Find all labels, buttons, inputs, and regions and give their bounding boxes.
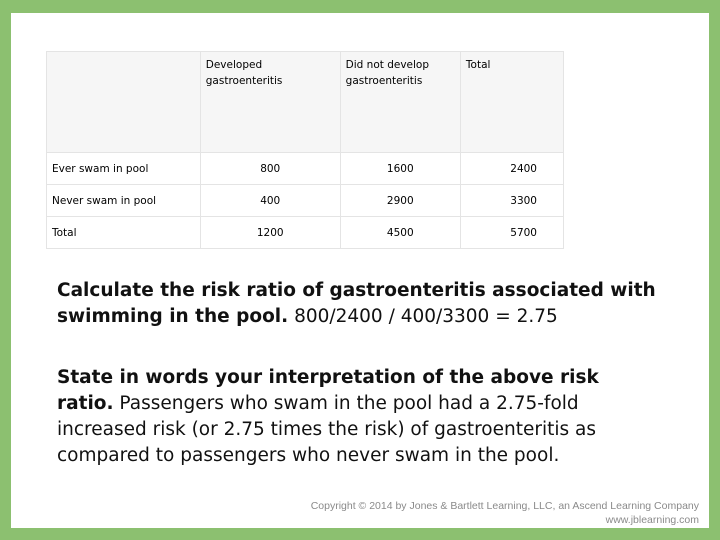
contingency-table <box>46 51 564 249</box>
table-cell <box>200 217 340 249</box>
table-cell <box>460 217 563 249</box>
table-cell-value: 400 <box>260 194 281 207</box>
table-cell <box>340 185 460 217</box>
table-row-label: Never swam in pool <box>52 194 157 207</box>
table-cell <box>200 185 340 217</box>
table-header-label: Developed gastroenteritis <box>205 59 283 87</box>
table-cell <box>340 153 460 185</box>
table-cell <box>460 153 563 185</box>
table-row <box>47 153 564 185</box>
table-cell <box>200 153 340 185</box>
footer-url: www.jblearning.com <box>605 514 699 526</box>
table-cell-value: 1200 <box>256 226 284 239</box>
question-1-answer: 800/2400 / 400/3300 = 2.75 <box>294 306 558 327</box>
table-header-cell <box>200 52 340 153</box>
question-2-answer: Passengers who swam in the pool had a 2.75-fold increased risk (or 2.75 times the risk) of gastroenteritis as compared to passengers who never swam in the pool. <box>57 393 597 466</box>
table-header-label: Did not develop gastroenteritis <box>345 59 429 87</box>
question-1-prompt: Calculate the risk ratio of gastroenteritis associated with swimming in the pool. <box>57 280 656 327</box>
slide <box>11 13 709 528</box>
table-row-label-cell <box>47 217 201 249</box>
footer-copyright: Copyright © 2014 by Jones & Bartlett Learning, LLC, an Ascend Learning Company <box>310 500 699 512</box>
question-2 <box>57 365 657 469</box>
table-row-label: Total <box>52 226 77 239</box>
question-1 <box>57 278 657 330</box>
table-cell-value: 4500 <box>386 226 414 239</box>
table-header-cell <box>460 52 563 153</box>
table-cell-value: 800 <box>260 162 281 175</box>
table-cell-value: 3300 <box>510 194 537 207</box>
table-cell <box>340 217 460 249</box>
table-header-cell-empty <box>47 52 201 153</box>
table-header-label: Total <box>465 59 491 71</box>
table-row-label: Ever swam in pool <box>52 162 149 175</box>
table-row <box>47 185 564 217</box>
table-cell <box>460 185 563 217</box>
table-row <box>47 217 564 249</box>
table-row-label-cell <box>47 153 201 185</box>
table-header-label <box>47 52 200 57</box>
table-header-cell <box>340 52 460 153</box>
table-row-label-cell <box>47 185 201 217</box>
table-cell-value: 2900 <box>386 194 414 207</box>
table-header-row <box>47 52 564 153</box>
table-cell-value: 2400 <box>510 162 537 175</box>
table-cell-value: 5700 <box>510 226 537 239</box>
question-2-prompt: State in words your interpretation of the above risk ratio. <box>57 367 599 414</box>
table-cell-value: 1600 <box>386 162 414 175</box>
